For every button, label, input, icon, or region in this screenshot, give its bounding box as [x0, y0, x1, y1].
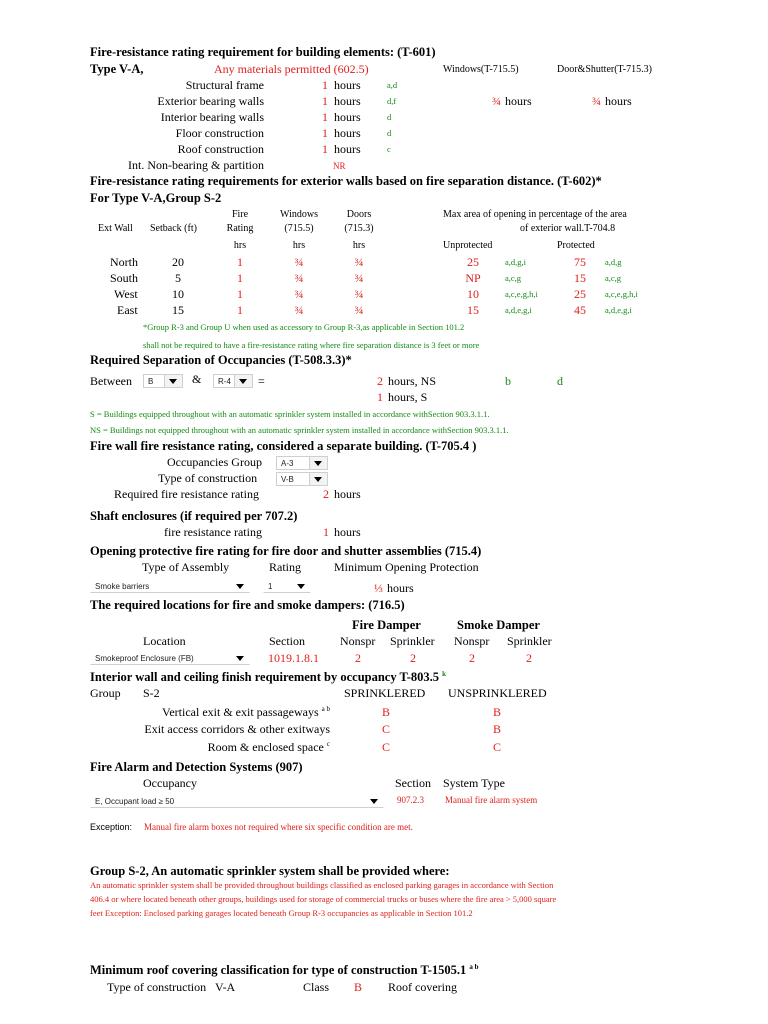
s2-header-doors: hrs [352, 240, 366, 251]
s1-row-label: Int. Non-bearing & partition [128, 158, 264, 172]
s2-doors: ¾ [354, 271, 364, 285]
s11-title: Minimum roof covering classification for type of construction T-1505.1 $^{a b}$ [90, 963, 479, 978]
s8-group-label: Group [90, 686, 121, 700]
s2-unprotected-note: a,d,g,i [505, 257, 527, 267]
s11-roof-covering: Roof covering [388, 980, 457, 994]
s5-label: fire resistance rating [164, 525, 262, 539]
s3-between-label: Between [90, 374, 132, 388]
s2-windows: ¾ [294, 255, 304, 269]
s7-fire-nonspr: 2 [355, 651, 361, 665]
s8-row-spr: C [382, 722, 391, 736]
s1-row-label: Exterior bearing walls [157, 94, 264, 108]
s2-header-windows: (715.5) [284, 223, 314, 234]
s4-occ-label: Occupancies Group [167, 455, 262, 469]
s2-dir: West [114, 287, 138, 301]
s9-system-value: Manual fire alarm system [445, 795, 538, 805]
s1-title: Fire-resistance rating requirement for building elements: (T-601) [90, 45, 436, 59]
s3-value-s: 1 [377, 390, 383, 404]
s3-ns-note: NS = Buildings not equipped throughout with an automatic sprinkler system installed in accordance withSection 903.3.1.1. [90, 425, 509, 435]
s1-row-value: 1 [322, 78, 328, 92]
chevron-down-icon[interactable] [293, 580, 310, 592]
s2-protected-note: a,d,g [605, 257, 622, 267]
s3-note-d: d [557, 374, 563, 388]
s2-header-setback: Setback (ft) [150, 223, 197, 234]
s8-unsprinklered: UNSPRINKLERED [448, 686, 547, 700]
s1-row-unit: hours [334, 78, 361, 92]
s9-exception-text: Manual fire alarm boxes not required where six specific condition are met. [144, 822, 413, 832]
s5-unit: hours [334, 525, 361, 539]
s1-row-label: Roof construction [177, 142, 264, 156]
s1-windows-header: Windows(T-715.5) [443, 64, 519, 75]
s3-s-note: S = Buildings equipped throughout with an automatic sprinkler system installed in accordance withSection 903.3.1.1. [90, 409, 490, 419]
s1-door-value: ¾ [592, 94, 601, 108]
s7-smoke-nonspr: 2 [469, 651, 475, 665]
s8-title: Interior wall and ceiling finish requirement by occupancy T-803.5 $^k$ [90, 670, 447, 685]
s2-header-protected: Protected [557, 240, 595, 251]
s4-type-label: Type of construction [158, 471, 258, 485]
s5-title: Shaft enclosures (if required per 707.2) [90, 509, 298, 523]
s3-title: Required Separation of Occupancies (T-508.3.3)* [90, 353, 352, 367]
s6-col-rating: Rating [269, 560, 301, 574]
s11-type-value: V-A [215, 980, 236, 994]
s2-doors: ¾ [354, 255, 364, 269]
s2-note: shall not be required to have a fire-resistance rating where fire separation distance is 3 feet or more [143, 340, 480, 350]
s8-row-spr: C [382, 740, 391, 754]
s2-header-unprotected: Unprotected [443, 240, 493, 251]
rating-select[interactable]: 1 [263, 579, 311, 593]
s2-note: *Group R-3 and Group U when used as accessory to Group R-3,as applicable in Section 101.2 [143, 322, 465, 332]
chevron-down-icon[interactable] [164, 375, 182, 387]
s7-section-header: Section [269, 634, 305, 648]
s1-row-note: d,f [387, 96, 397, 106]
s3-value-ns-text: hours, NS [388, 374, 437, 388]
s2-windows: ¾ [294, 287, 304, 301]
occupancy-b-select[interactable]: R-4 [213, 374, 253, 388]
damper-location-select[interactable]: Smokeproof Enclosure (FB) [90, 651, 250, 665]
s11-class-value: B [354, 980, 363, 994]
s1-row-unit: hours [334, 110, 361, 124]
s2-protected-note: a,d,e,g,i [605, 305, 632, 315]
s7-sprinkler-header: Sprinkler [507, 634, 552, 648]
s2-header-doors: (715.3) [344, 223, 374, 234]
s3-note-b: b [505, 374, 511, 388]
s7-nonspr-header: Nonspr [340, 634, 376, 648]
s7-smoke-damper: Smoke Damper [457, 618, 540, 632]
s2-unprotected-note: a,c,g [505, 273, 522, 283]
s4-required-unit: hours [334, 487, 361, 501]
s1-row-value: 1 [322, 126, 328, 140]
s1-window-unit: hours [505, 94, 532, 108]
s2-fire: 1 [237, 271, 243, 285]
s1-window-value: ¾ [492, 94, 501, 108]
s7-title: The required locations for fire and smoke dampers: (716.5) [90, 598, 405, 612]
s2-doors: ¾ [354, 303, 364, 317]
s2-unprotected: NP [465, 271, 481, 285]
s2-title: Fire-resistance rating requirements for exterior walls based on fire separation distance. (T-602)* [90, 174, 602, 188]
s2-dir: North [110, 255, 138, 269]
s2-fire: 1 [237, 287, 243, 301]
s2-protected: 75 [574, 255, 586, 269]
s2-header-fire: hrs [233, 240, 247, 251]
s8-row-unspr: C [493, 740, 502, 754]
s11-class-label: Class [303, 980, 330, 994]
s1-row-label: Structural frame [185, 78, 264, 92]
s3-value-ns: 2 [377, 374, 383, 388]
s2-header-windows: hrs [292, 240, 306, 251]
s7-fire-sprinkler: 2 [410, 651, 416, 665]
s1-row-note: a,d [387, 80, 398, 90]
s2-setback: 20 [172, 255, 184, 269]
s7-section-value: 1019.1.8.1 [268, 651, 319, 665]
s1-row-note: d [387, 112, 392, 122]
chevron-down-icon[interactable] [232, 652, 249, 664]
s1-row-label: Floor construction [175, 126, 264, 140]
s2-dir: South [110, 271, 139, 285]
s1-materials: Any materials permitted (602.5) [214, 62, 369, 76]
alarm-occupancy-select[interactable]: E, Occupant load ≥ 50 [90, 794, 384, 808]
s2-fire: 1 [237, 255, 243, 269]
s2-setback: 15 [172, 303, 184, 317]
s11-type-label: Type of construction [107, 980, 207, 994]
s2-protected-note: a,c,e,g,h,i [605, 289, 638, 299]
s10-text-line: feet Exception: Enclosed parking garages located beneath Group R-3 occupancies as applicable in Section 101.2 [90, 908, 473, 918]
s7-sprinkler-header: Sprinkler [390, 634, 435, 648]
s8-row-sup: c [326, 740, 330, 748]
s8-sprinklered: SPRINKLERED [344, 686, 426, 700]
s2-protected-note: a,c,g [605, 273, 622, 283]
s3-ampersand: & [192, 372, 202, 386]
s2-windows: ¾ [294, 303, 304, 317]
s8-row-unspr: B [493, 705, 502, 719]
s9-occupancy-header: Occupancy [143, 776, 197, 790]
s1-row-unit: hours [334, 94, 361, 108]
s4-title: Fire wall fire resistance rating, considered a separate building. (T-705.4 ) [90, 439, 477, 453]
s2-windows: ¾ [294, 271, 304, 285]
s11-title-sup: a b [469, 963, 479, 971]
s8-row-label: Exit access corridors & other exitways [144, 722, 330, 736]
s2-unprotected-note: a,d,e,g,i [505, 305, 532, 315]
s1-row-label: Interior bearing walls [160, 110, 264, 124]
s2-header-ext-wall: Ext Wall [98, 223, 133, 234]
s2-header-fire: Rating [226, 223, 254, 234]
s2-setback: 5 [175, 271, 181, 285]
s3-equals: = [258, 374, 265, 388]
s4-required-label: Required fire resistance rating [114, 487, 259, 501]
s4-required-value: 2 [323, 487, 329, 501]
s1-row-value: NR [333, 161, 346, 171]
s1-door-unit: hours [605, 94, 632, 108]
chevron-down-icon[interactable] [309, 473, 327, 485]
s1-row-value: 1 [322, 94, 328, 108]
s9-title: Fire Alarm and Detection Systems (907) [90, 760, 303, 774]
s8-title-sup: k [442, 670, 447, 678]
s2-dir: East [117, 303, 138, 317]
s10-text-line: An automatic sprinkler system shall be provided throughout buildings classified as enclosed parking garages in accordance with Section [90, 880, 554, 890]
s10-title: Group S-2, An automatic sprinkler system shall be provided where: [90, 864, 450, 878]
s6-title: Opening protective fire rating for fire door and shutter assemblies (715.4) [90, 544, 482, 558]
s2-doors: ¾ [354, 287, 364, 301]
s8-group-value: S-2 [143, 686, 160, 700]
s1-row-note: c [387, 144, 391, 154]
s2-header-doors: Doors [346, 209, 372, 220]
s10-text-line: 406.4 or where located beneath other groups, buildings used for storage of commercial trucks or buses where the fire area > 5,000 square [90, 894, 557, 904]
s2-unprotected-note: a,c,e,g,h,i [505, 289, 538, 299]
s8-row-sup: a b [321, 705, 330, 713]
assembly-type-select[interactable]: Smoke barriers [90, 579, 250, 593]
s2-unprotected: 25 [467, 255, 479, 269]
s9-section-header: Section [395, 776, 431, 790]
chevron-down-icon[interactable] [232, 580, 249, 592]
s2-protected: 25 [574, 287, 586, 301]
s1-row-unit: hours [334, 142, 361, 156]
s1-row-value: 1 [322, 110, 328, 124]
s3-value-s-text: hours, S [388, 390, 428, 404]
s1-row-value: 1 [322, 142, 328, 156]
s2-header-max-area: Max area of opening in percentage of the area [443, 209, 627, 220]
s2-subtitle: For Type V-A,Group S-2 [90, 191, 222, 205]
s2-setback: 10 [172, 287, 184, 301]
s9-section-value: 907.2.3 [397, 795, 424, 805]
s2-unprotected: 10 [467, 287, 479, 301]
s7-location-header: Location [143, 634, 186, 648]
s2-header-max-area: of exterior wall.T-704.8 [520, 223, 616, 234]
s2-fire: 1 [237, 303, 243, 317]
s9-exception-label: Exception: [90, 822, 133, 832]
s7-nonspr-header: Nonspr [454, 634, 490, 648]
s1-row-unit: hours [334, 126, 361, 140]
s6-min-unit: hours [387, 581, 414, 595]
occupancy-group-select[interactable]: A-3 [276, 456, 328, 470]
chevron-down-icon[interactable] [234, 375, 252, 387]
s8-row-spr: B [382, 705, 391, 719]
s5-value: 1 [323, 525, 329, 539]
chevron-down-icon[interactable] [309, 457, 327, 469]
occupancy-a-select[interactable]: B [143, 374, 183, 388]
s7-fire-damper: Fire Damper [352, 618, 421, 632]
s2-protected: 15 [574, 271, 586, 285]
s1-row-note: d [387, 128, 392, 138]
s2-header-fire: Fire [231, 209, 249, 220]
s8-row-label: Room & enclosed space $^c$ [207, 740, 330, 754]
s6-min-value: ⅓ [374, 581, 383, 595]
construction-type-select[interactable]: V-B [276, 472, 328, 486]
s1-type-label: Type V-A, [90, 62, 144, 76]
s8-row-label: Vertical exit & exit passageways $^{a b}$ [162, 705, 330, 719]
s9-system-header: System Type [443, 776, 505, 790]
s7-smoke-sprinkler: 2 [526, 651, 532, 665]
s2-header-windows: Windows [280, 209, 318, 220]
chevron-down-icon[interactable] [366, 795, 383, 807]
s2-unprotected: 15 [467, 303, 479, 317]
s2-protected: 45 [574, 303, 586, 317]
s6-col-assembly: Type of Assembly [142, 560, 230, 574]
s8-row-unspr: B [493, 722, 502, 736]
s1-door-header: Door&Shutter(T-715.3) [557, 64, 652, 75]
s6-col-min: Minimum Opening Protection [334, 560, 479, 574]
